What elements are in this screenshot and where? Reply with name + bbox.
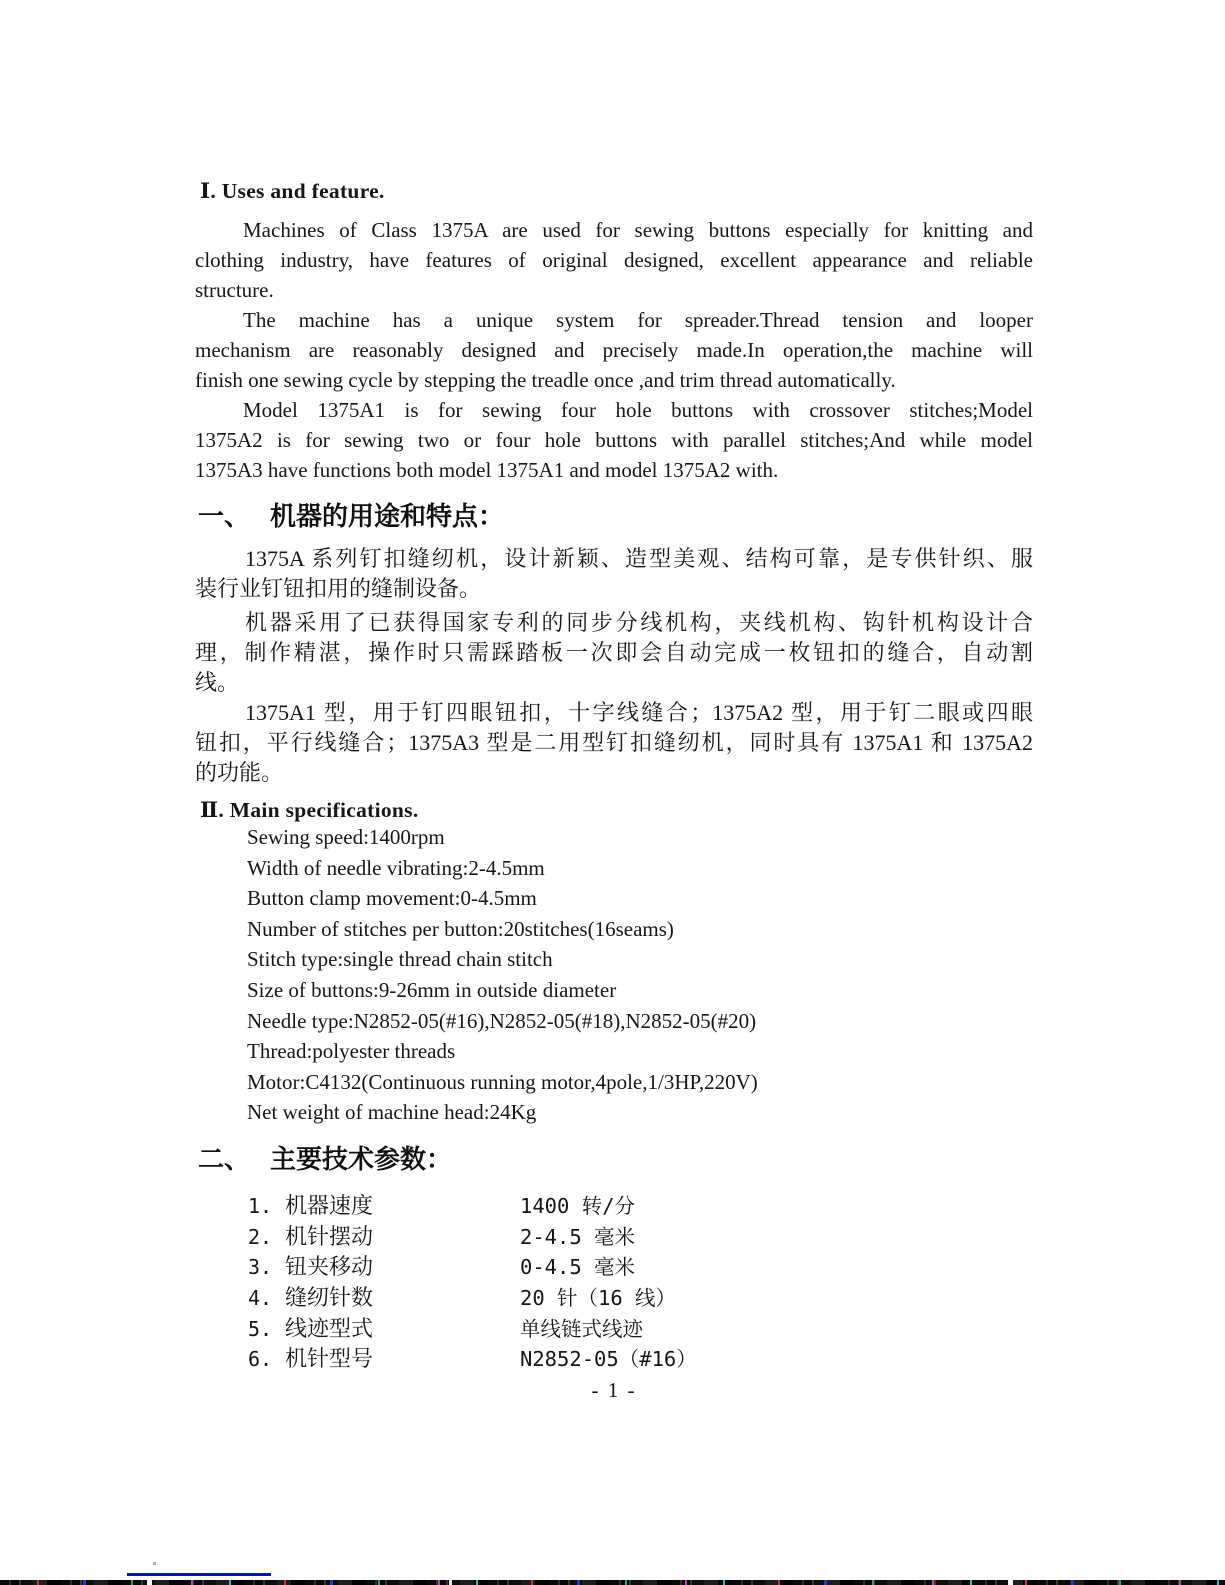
blue-underline-mark xyxy=(127,1573,271,1576)
paragraph-zh-2 xyxy=(195,608,1033,698)
paragraph-en-3 xyxy=(195,395,1033,485)
parameter-row xyxy=(248,1252,1033,1283)
section1-heading-zh xyxy=(198,498,1033,535)
row-value: 2-4.5 毫米 xyxy=(520,1224,636,1249)
document-content xyxy=(195,176,1033,1405)
parameter-row xyxy=(248,1191,1033,1222)
row-value: 20 针（16 线） xyxy=(520,1286,677,1311)
text-line: mechanism are reasonably designed and precisely made.In operation,the machine will xyxy=(195,338,1033,362)
scan-speck xyxy=(153,1562,156,1565)
text-line: 机器采用了已获得国家专利的同步分线机构，夹线机构、钩针机构设计合 xyxy=(245,610,1033,635)
parameter-row xyxy=(248,1344,1033,1375)
row-number: 6. xyxy=(248,1347,273,1372)
row-value: 1400 转/分 xyxy=(520,1193,636,1218)
row-number: 2. xyxy=(248,1224,273,1249)
text-line: structure. xyxy=(195,278,274,302)
spec-item: Number of stitches per button:20stitches(16seams) xyxy=(247,916,674,941)
spec-item: Needle type:N2852-05(#16),N2852-05(#18),N2852-05(#20) xyxy=(247,1008,757,1033)
text-line: 的功能。 xyxy=(195,760,284,785)
spec-item: Motor:C4132(Continuous running motor,4pole,1/3HP,220V) xyxy=(247,1069,758,1094)
spec-item: Net weight of machine head:24Kg xyxy=(247,1100,537,1125)
row-value: 0-4.5 毫米 xyxy=(520,1255,636,1280)
text-line: clothing industry, have features of original designed, excellent appearance and reliable xyxy=(195,248,1033,272)
text-line: 1375A2 is for sewing two or four hole buttons with parallel stitches;And while model xyxy=(195,428,1033,452)
paragraph-en-2 xyxy=(195,305,1033,395)
text-line: The machine has a unique system for spreader.Thread tension and looper xyxy=(243,308,1033,332)
text-line: 钮扣，平行线缝合；1375A3 型是二用型钉扣缝纫机，同时具有 1375A1 和 1375A2 xyxy=(195,730,1033,755)
row-label: 线迹型式 xyxy=(285,1315,374,1341)
text-line: Model 1375A1 is for sewing four hole buttons with crossover stitches;Model xyxy=(243,398,1033,422)
parameter-table xyxy=(248,1191,1033,1375)
text-line: 装行业钉钮扣用的缝制设备。 xyxy=(195,576,482,601)
row-label: 机针型号 xyxy=(285,1346,374,1372)
row-number: 4. xyxy=(248,1286,273,1311)
text-line: finish one sewing cycle by stepping the treadle once ,and trim thread automatically. xyxy=(195,368,896,392)
spec-item: Size of buttons:9-26mm in outside diameter xyxy=(247,977,617,1002)
text-line: 1375A3 have functions both model 1375A1 and model 1375A2 with. xyxy=(195,458,779,482)
section2-heading-en: Ⅱ. Main specifications. xyxy=(200,798,419,822)
paragraph-en-1 xyxy=(195,215,1033,305)
spec-list xyxy=(247,822,1033,1128)
row-label: 缝纫针数 xyxy=(285,1285,374,1311)
text-line: 线。 xyxy=(195,670,240,695)
text-line: 1375A 系列钉扣缝纫机，设计新颖、造型美观、结构可靠，是专供针织、服 xyxy=(245,546,1033,571)
row-number: 5. xyxy=(248,1316,273,1341)
spec-item: Width of needle vibrating:2-4.5mm xyxy=(247,855,545,880)
heading-text: 主要技术参数： xyxy=(270,1143,453,1174)
row-label: 机器速度 xyxy=(285,1192,374,1218)
heading-marker: 一、 xyxy=(198,501,251,531)
page-number: - 1 - xyxy=(591,1378,637,1403)
spec-item: Stitch type:single thread chain stitch xyxy=(247,947,553,972)
section1-heading-en: Ⅰ. Uses and feature. xyxy=(200,179,385,203)
parameter-row xyxy=(248,1283,1033,1314)
heading-text: 机器的用途和特点： xyxy=(270,501,505,531)
row-value: 单线链式线迹 xyxy=(520,1316,643,1341)
text-line: Machines of Class 1375A are used for sewing buttons especially for knitting and xyxy=(243,218,1033,242)
paragraph-zh-1 xyxy=(195,544,1033,604)
spec-item: Button clamp movement:0-4.5mm xyxy=(247,886,537,911)
parameter-row xyxy=(248,1222,1033,1253)
text-line: 1375A1 型，用于钉四眼钮扣，十字线缝合；1375A2 型，用于钉二眼或四眼 xyxy=(245,700,1033,725)
row-number: 3. xyxy=(248,1255,273,1280)
spec-item: Thread:polyester threads xyxy=(247,1039,456,1064)
section2-heading-zh xyxy=(198,1141,1033,1178)
row-number: 1. xyxy=(248,1193,273,1218)
heading-marker: 二、 xyxy=(198,1143,251,1174)
text-line: 理，制作精湛，操作时只需踩踏板一次即会自动完成一枚钮扣的缝合，自动割 xyxy=(195,640,1033,665)
parameter-row xyxy=(248,1314,1033,1345)
paragraph-zh-3 xyxy=(195,698,1033,788)
scan-noise-stripe xyxy=(0,1580,1225,1585)
row-label: 钮夹移动 xyxy=(285,1254,374,1280)
spec-item: Sewing speed:1400rpm xyxy=(247,825,445,849)
row-label: 机针摆动 xyxy=(285,1223,374,1249)
row-value: N2852-05（#16） xyxy=(520,1347,697,1372)
